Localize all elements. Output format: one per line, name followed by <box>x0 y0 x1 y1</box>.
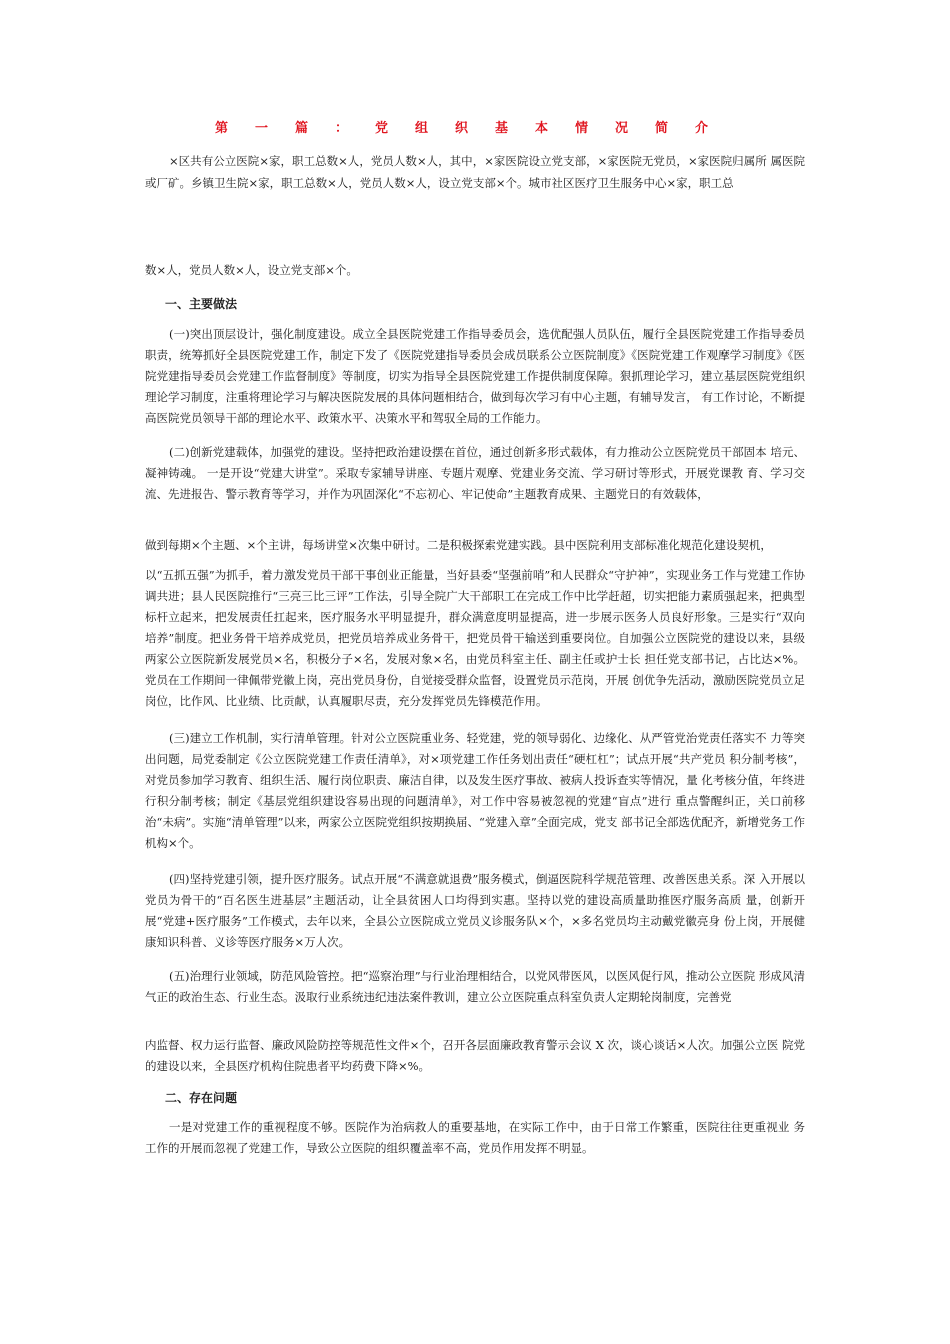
section-heading-existing-problems: 二、存在问题 <box>165 1091 238 1105</box>
section-heading-main-practices: 一、主要做法 <box>165 297 238 311</box>
practice-item-5-part-1: (五)治理行业领域，防范风险管控。把“巡察治理”与行业治理相结合，以党风带医风，以医风促行风，推动公立医院 形成风清气正的政治生态、行业生态。汲取行业系统违纪违法案件教训，建立公立医院重点科室负责人定期轮岗制度，完善党 <box>145 969 805 1004</box>
practice-item-5-part-2: 内监督、权力运行监督、廉政风险防控等规范性文件×个，召开各层面廉政教育警示会议 X 次，谈心谈话×人次。加强公立医 院党的建设以来，全县医疗机构住院患者平均药费下降×%。 <box>145 1038 805 1073</box>
practice-item-2-part-3: 以“五抓五强”为抓手，着力激发党员干部干事创业正能量，当好县委“坚强前哨”和人民群众“守护神”，实现业务工作与党建工作协调共进；县人民医院推行“三亮三比三评”工作法，引导全院广大干部职工在完成工作中比学赶超，切实把能力素质强起来，把典型标杆立起来，把发展责任扛起来，医疗服务水平明显提升，群众满意度明显提高，进一步展示医务人员良好形象。三是实行“双向培养”制度。把业务骨干培养成党员，把党员培养成业务骨干，把党员骨干输送到重要岗位。自加强公立医院党的建设以来，县级两家公立医院新发展党员×名，积极分子×名，发展对象×名，由党员科室主任、副主任或护士长 担任党支部书记，占比达×%。党员在工作期间一律佩带党徽上岗，亮出党员身份，自觉接受群众监督，设置党员示范岗，开展 创优争先活动，激励医院党员立足岗位，比作风、比业绩、比贡献，认真履职尽责，充分发挥党员先锋模范作用。 <box>145 568 805 708</box>
intro-paragraph-1: ×区共有公立医院×家，职工总数×人，党员人数×人，其中，×家医院设立党支部，×家医院无党员，×家医院归属所 属医院或厂矿。乡镇卫生院×家，职工总数×人，党员人数×人，设立党支部×个。城市社区医疗卫生服务中心×家，职工总 <box>145 154 805 190</box>
practice-item-2-part-2: 做到每期×个主题、×个主讲，每场讲堂×次集中研讨。二是积极探索党建实践。县中医院利用支部标准化规范化建设契机， <box>145 538 772 552</box>
practice-item-1: (一)突出顶层设计，强化制度建设。成立全县医院党建工作指导委员会，选优配强人员队伍，履行全县医院党建工作指导委员职责，统筹抓好全县医院党建工作，制定下发了《医院党建指导委员会成员联系公立医院制度》《医院党建工作观摩学习制度》《医院党建指导委员会党建工作监督制度》等制度，切实为指导全县医院党建工作提供制度保障。狠抓理论学习，建立基层医院党组织理论学习制度，注重将理论学习与解决医院发展的具体问题相结合，做到每次学习有中心主题，有辅导发言， 有工作讨论，不断提高医院党员领导干部的理论水平、政策水平、决策水平和驾驭全局的工作能力。 <box>145 327 805 425</box>
problem-paragraph-1: 一是对党建工作的重视程度不够。医院作为治病救人的重要基地，在实际工作中，由于日常工作繁重，医院往往更重视业 务工作的开展而忽视了党建工作，导致公立医院的组织覆盖率不高，党员作用发挥不明显。 <box>145 1120 805 1155</box>
practice-item-2-part-1: (二)创新党建载体，加强党的建设。坚持把政治建设摆在首位，通过创新多形式载体，有力推动公立医院党员干部固本 培元、凝神铸魂。 一是开设“党建大讲堂”。采取专家辅导讲座、专题片观摩、党建业务交流、学习研讨等形式，开展党课教 育、学习交流、先进报告、警示教育等学习，并作为巩固深化“不忘初心、牢记使命”主题教育成果、主题党日的有效载体， <box>145 445 805 501</box>
practice-item-4: (四)坚持党建引领，提升医疗服务。试点开展“不满意就退费”服务模式，倒逼医院科学规范管理、改善医患关系。深 入开展以党员为骨干的“百名医生进基层”主题活动，让全县贫困人口均得到实惠。坚持以党的建设高质量助推医疗服务高质 量，创新开展“党建+医疗服务”工作模式，去年以来，全县公立医院成立党员义诊服务队×个，×多名党员均主动戴党徽亮身 份上岗，开展健康知识科普、义诊等医疗服务×万人次。 <box>145 872 805 949</box>
page-title: 第一篇：党组织基本情况简介 <box>214 121 735 136</box>
practice-item-3: (三)建立工作机制，实行清单管理。针对公立医院重业务、轻党建，党的领导弱化、边缘化、从严管党治党责任落实不 力等突出问题，局党委制定《公立医院党建工作责任清单》，对×项党建工作任务划出责任“硬杠杠”；试点开展“共产党员 积分制考核”，对党员参加学习教育、组织生活、履行岗位职责、廉洁自律，以及发生医疗事故、被病人投诉查实等情况，量 化考核分值，年终进行积分制考核；制定《基层党组织建设容易出现的问题清单》，对工作中容易被忽视的党建“盲点”进行 重点警醒纠正，关口前移治“未病”。实施“清单管理”以来，两家公立医院党组织按期换届、“党建入章”全面完成，党支 部书记全部选优配齐，新增党务工作机构×个。 <box>145 731 805 850</box>
intro-paragraph-2: 数×人，党员人数×人，设立党支部×个。 <box>145 263 358 277</box>
